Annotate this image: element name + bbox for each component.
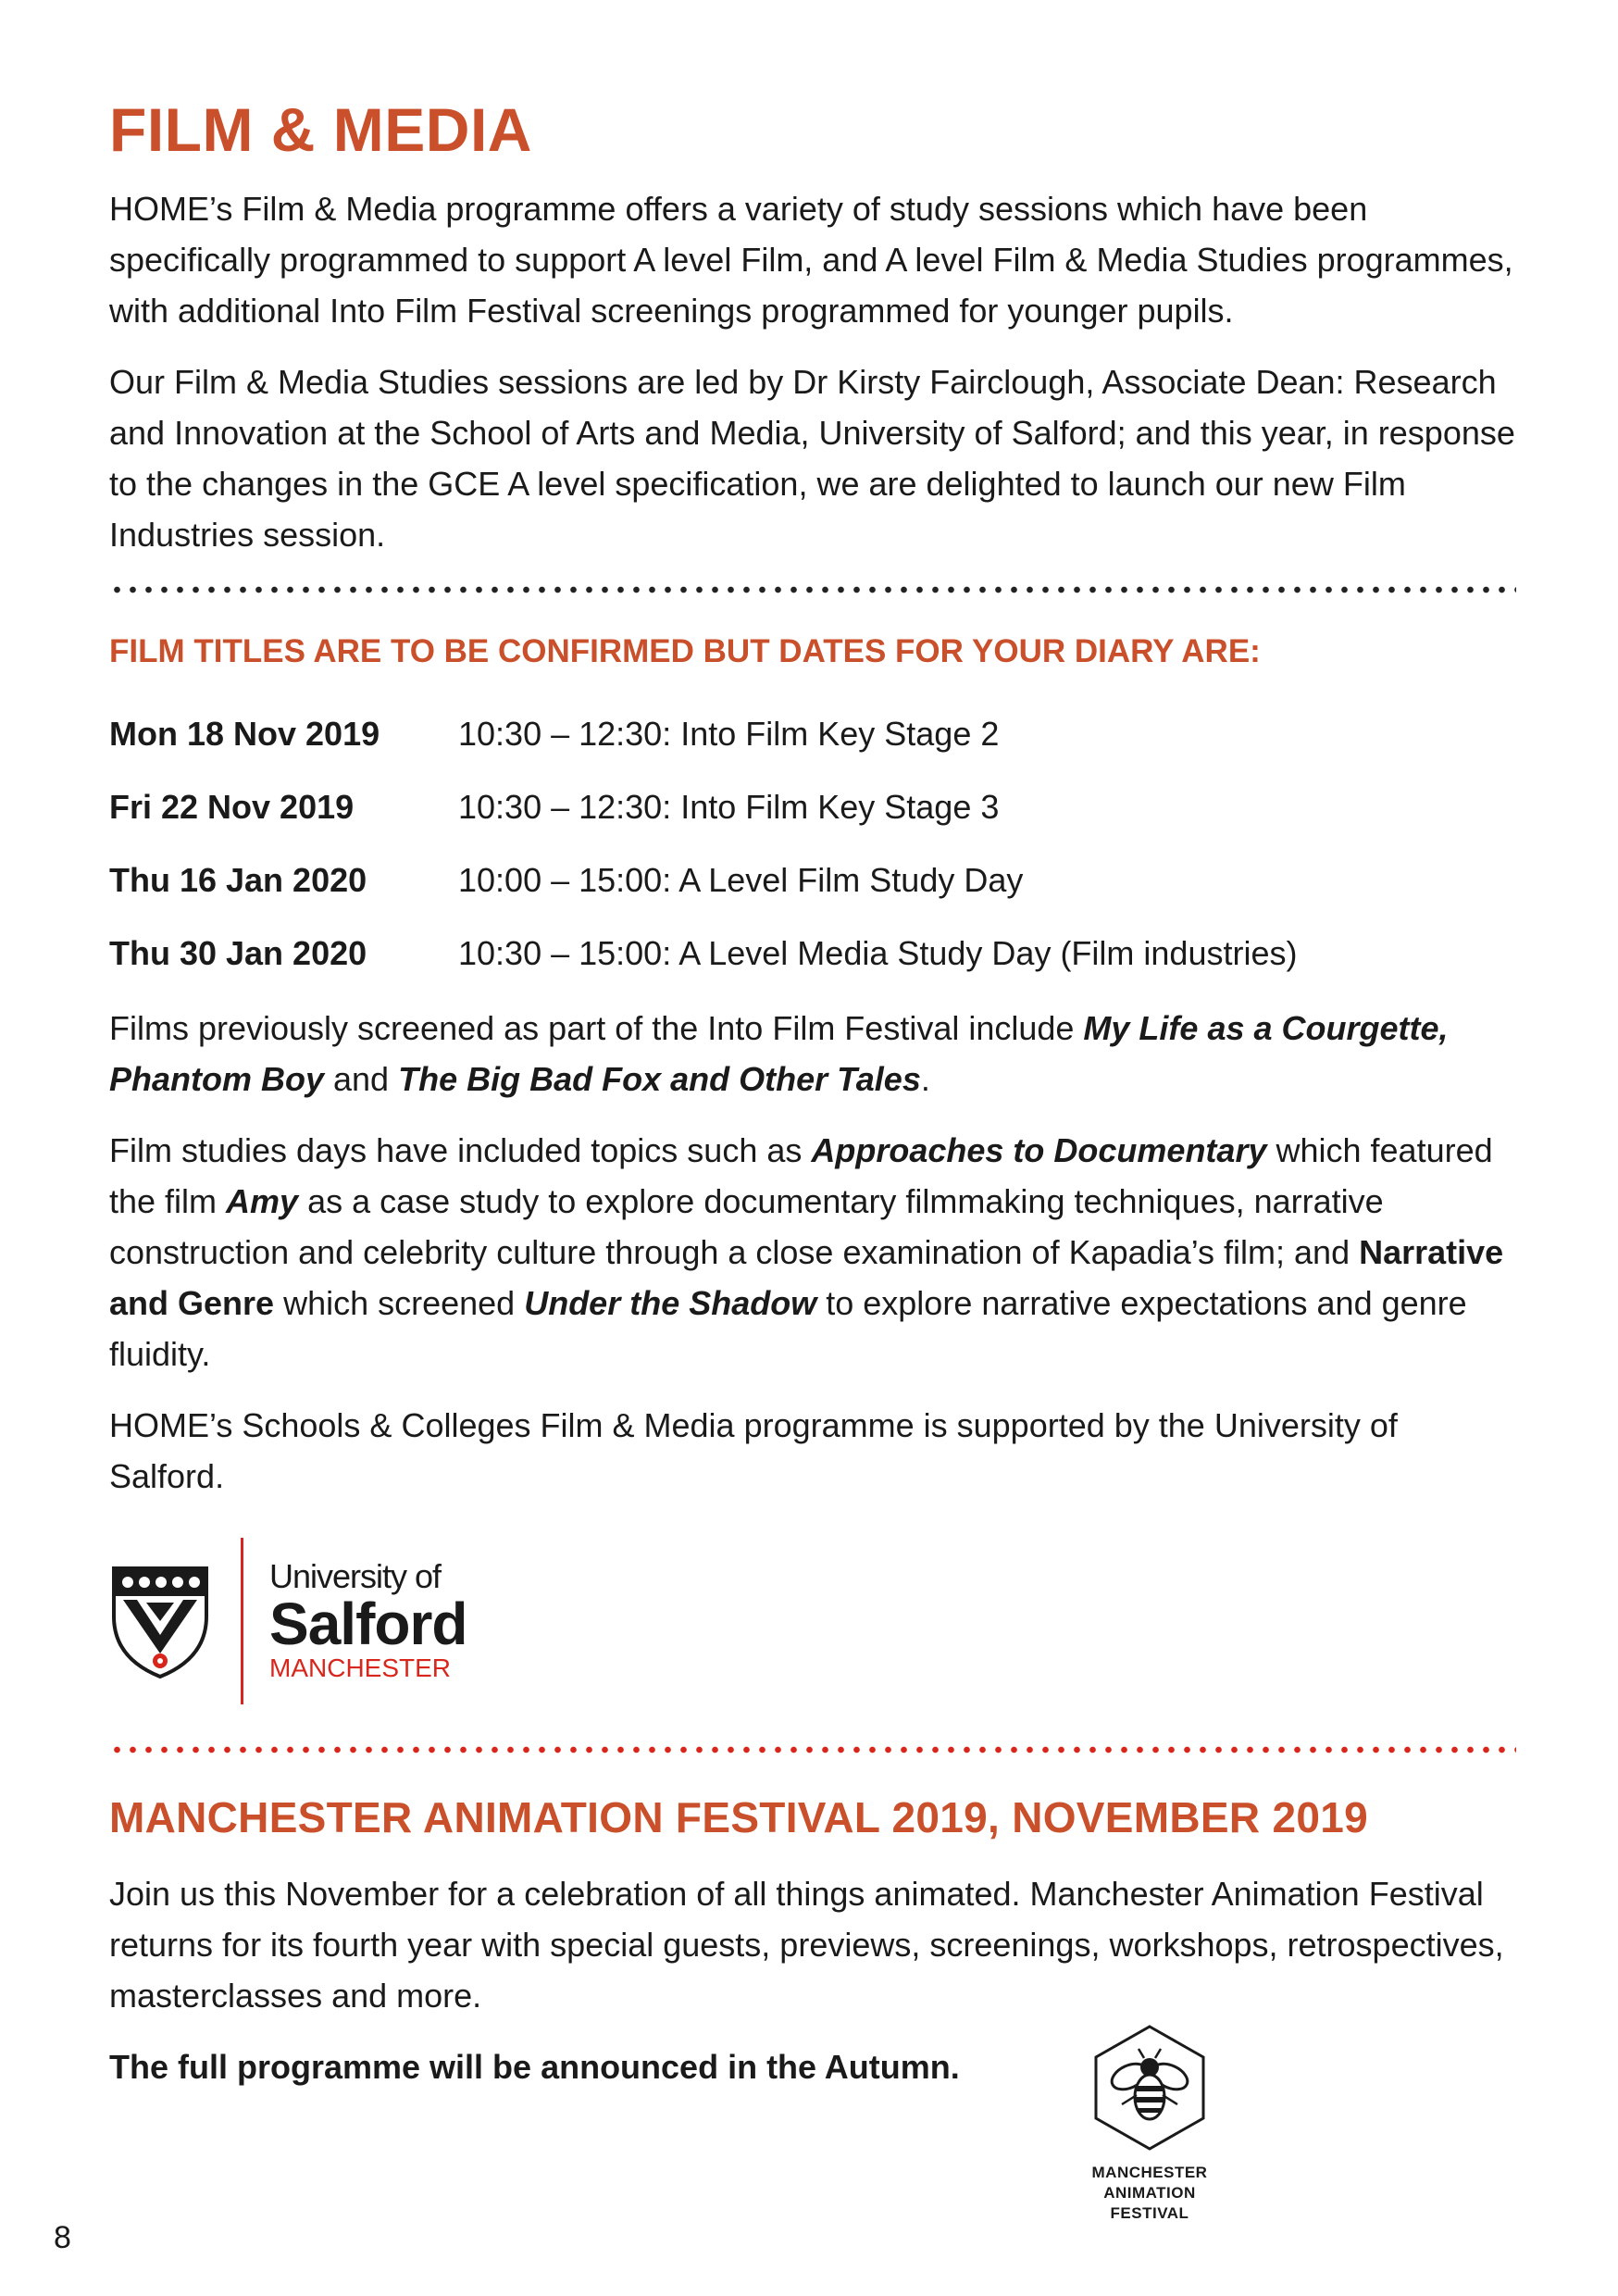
intro-paragraph: HOME’s Film & Media programme offers a variety of study sessions which have been specifically programmed to support A level Film, and A level Film & Media Studies programmes, with additional Into Film Festival screenings programmed for younger pupils. xyxy=(109,190,1513,330)
programme-announcement: The full programme will be announced in the Autumn. xyxy=(109,2048,960,2086)
salford-logo-text xyxy=(269,1558,467,1684)
logo-line-2: Salford xyxy=(269,1591,467,1657)
text-run: which featured the film xyxy=(109,1131,1493,1220)
date-description: 10:30 – 12:30: Into Film Key Stage 3 xyxy=(458,788,1000,826)
date-row xyxy=(109,770,1516,843)
date-row xyxy=(109,843,1516,917)
text-run: as a case study to explore documentary filmmaking techniques, narrative construction and celebrity culture through a close examination of Kapadia’s film; and xyxy=(109,1182,1384,1271)
manchester-animation-festival-logo xyxy=(1076,2023,1224,2224)
films-paragraph xyxy=(109,1003,1516,1104)
film-title: The Big Bad Fox and Other Tales xyxy=(398,1060,921,1098)
page-number: 8 xyxy=(54,2220,71,2255)
text-run: which screened xyxy=(274,1284,525,1322)
date-row xyxy=(109,697,1516,770)
film-title: My Life as a Courgette, Phantom Boy xyxy=(109,1009,1449,1098)
university-of-salford-logo xyxy=(109,1533,1516,1709)
text-run: . xyxy=(920,1060,930,1098)
logo-line-3: MANCHESTER xyxy=(269,1653,452,1682)
logo-line-1: University of xyxy=(269,1557,442,1595)
section-title-animation-festival: MANCHESTER ANIMATION FESTIVAL 2019, NOVEMBER 2019 xyxy=(109,1793,1369,1841)
page-content xyxy=(109,93,1516,2092)
salford-crest-icon xyxy=(109,1561,211,1681)
text-run: Film studies days have included topics such as xyxy=(109,1131,812,1169)
date-label: Thu 16 Jan 2020 xyxy=(109,861,367,899)
dates-list xyxy=(109,697,1516,990)
maf-line-3: FESTIVAL xyxy=(1110,2204,1189,2222)
studies-paragraph xyxy=(109,1125,1516,1379)
maf-logo-text xyxy=(1076,2163,1224,2224)
date-description: 10:30 – 12:30: Into Film Key Stage 2 xyxy=(458,715,1000,753)
date-description: 10:30 – 15:00: A Level Media Study Day (Film industries) xyxy=(458,934,1298,972)
sessions-paragraph: Our Film & Media Studies sessions are led by Dr Kirsty Fairclough, Associate Dean: Research and Innovation at the School of Arts and Media, University of Salford; and this year, in response to the changes in the GCE A level specification, we are delighted to launch our new Film Industries session. xyxy=(109,363,1515,554)
logo-divider xyxy=(241,1538,243,1704)
maf-line-2: ANIMATION xyxy=(1103,2184,1196,2202)
topic-title: Approaches to Documentary xyxy=(811,1131,1267,1169)
maf-line-1: MANCHESTER xyxy=(1091,2164,1208,2181)
film-title: Under the Shadow xyxy=(524,1284,817,1322)
red-dotted-divider xyxy=(109,1746,1516,1753)
date-description: 10:00 – 15:00: A Level Film Study Day xyxy=(458,861,1024,899)
date-label: Mon 18 Nov 2019 xyxy=(109,715,380,753)
date-row xyxy=(109,917,1516,990)
support-paragraph: HOME’s Schools & Colleges Film & Media programme is supported by the University of Salford. xyxy=(109,1406,1398,1495)
dotted-divider xyxy=(109,586,1516,593)
dates-heading: FILM TITLES ARE TO BE CONFIRMED BUT DATES FOR YOUR DIARY ARE: xyxy=(109,633,1261,669)
bee-hexagon-icon xyxy=(1085,2023,1214,2152)
date-label: Thu 30 Jan 2020 xyxy=(109,934,367,972)
date-label: Fri 22 Nov 2019 xyxy=(109,788,355,826)
film-title: Amy xyxy=(226,1182,299,1220)
topic-title: Narrative and Genre xyxy=(109,1233,1504,1322)
section-title-film-media: FILM & MEDIA xyxy=(109,95,532,164)
text-run: to explore narrative expectations and genre fluidity. xyxy=(109,1284,1467,1373)
text-run: and xyxy=(324,1060,399,1098)
text-run: Films previously screened as part of the Into Film Festival include xyxy=(109,1009,1084,1047)
festival-paragraph: Join us this November for a celebration of all things animated. Manchester Animation Festival returns for its fourth year with special guests, previews, screenings, workshops, retrospectives, masterclasses and more. xyxy=(109,1875,1504,2015)
